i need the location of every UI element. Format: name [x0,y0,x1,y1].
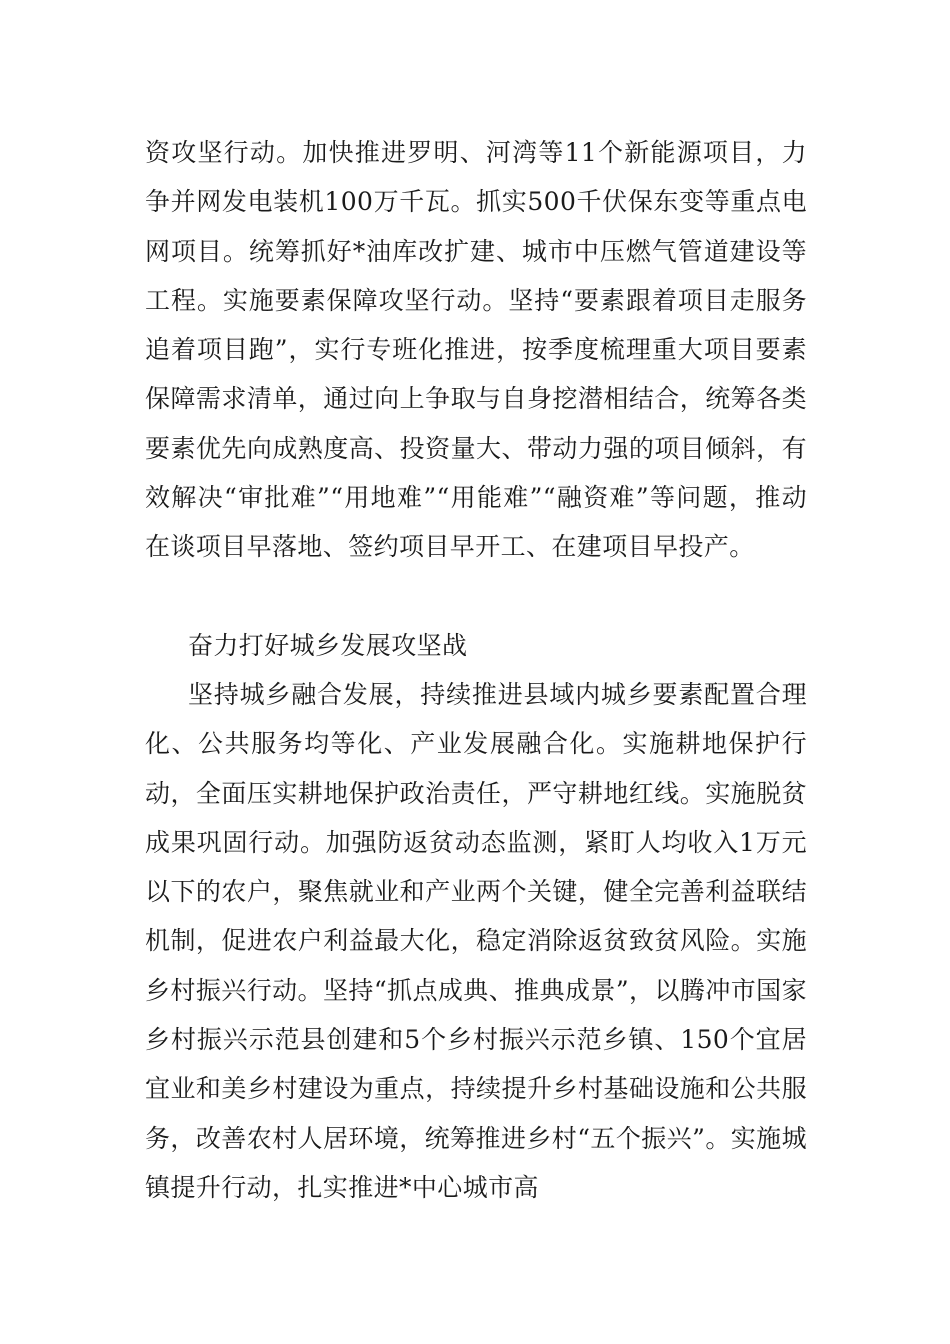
body-paragraph-2: 坚持城乡融合发展，持续推进县域内城乡要素配置合理化、公共服务均等化、产业发展融合化。实施耕地保护行动，全面压实耕地保护政治责任，严守耕地红线。实施脱贫成果巩固行动。加强防返贫动态监测，紧盯人均收入1万元以下的农户，聚焦就业和产业两个关键，健全完善利益联结机制，促进农户利益最大化，稳定消除返贫致贫风险。实施乡村振兴行动。坚持“抓点成典、推典成景”，以腾冲市国家乡村振兴示范县创建和5个乡村振兴示范乡镇、150个宜居宜业和美乡村建设为重点，持续提升乡村基础设施和公共服务，改善农村人居环境，统筹推进乡村“五个振兴”。实施城镇提升行动，扎实推进*中心城市高 [145,680,807,1202]
body-paragraph-1: 资攻坚行动。加快推进罗明、河湾等11个新能源项目，力争并网发电装机100万千瓦。抓实500千伏保东变等重点电网项目。统筹抓好*油库改扩建、城市中压燃气管道建设等工程。实施要素保障攻坚行动。坚持“要素跟着项目走服务追着项目跑”，实行专班化推进，按季度梳理重大项目要素保障需求清单，通过向上争取与自身挖潜相结合，统筹各类要素优先向成熟度高、投资量大、带动力强的项目倾斜，有效解决“审批难”“用地难”“用能难”“融资难”等问题，推动在谈项目早落地、签约项目早开工、在建项目早投产。 [145,138,807,562]
section-heading: 奋力打好城乡发展攻坚战 [188,631,468,660]
